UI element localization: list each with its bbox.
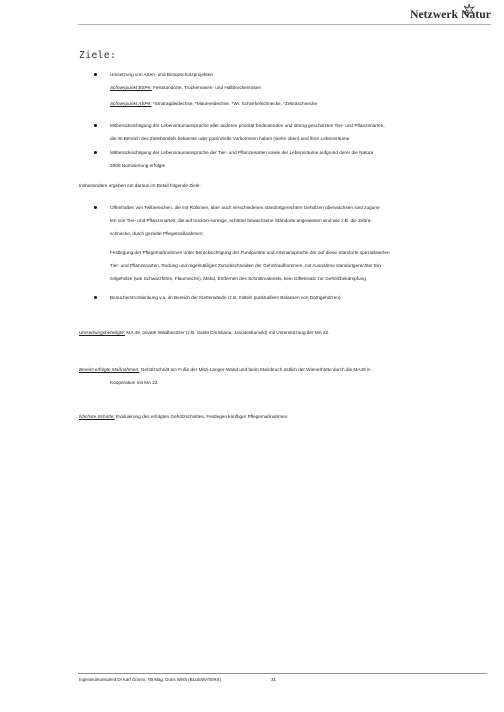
done-line: [79, 367, 371, 373]
implementation-line: [79, 330, 329, 336]
bullet-marker: [94, 296, 97, 299]
bullet-text: 2000 Nominierung erfolgte: [110, 163, 166, 168]
bullet-marker: [94, 151, 97, 154]
done-text: Gehölzschnitt am Fuße der Mitzi-Langer-Wand und beim Steinbruch östlich der Wienerhütte durch die MA49 in: [139, 367, 371, 372]
focus-label: Schwerpunkt ASPe:: [110, 101, 152, 106]
implementation-text: MA 49, private Waldbesitzer (z.B. Sankt Christiana, Jesuitenkonvikt) mit Unterstützung der MA 22.: [125, 330, 330, 335]
header-divider: [78, 24, 491, 25]
focus-text: Felsstandorte, Trockenrasen- und Halbtrockenrasen: [151, 85, 262, 90]
focus-label: Schwerpunkt BSPe:: [110, 85, 152, 90]
bullet-text: schnecke, durch gezielte Pflegemaßnahmen:: [110, 231, 204, 236]
netzwerk-natur-logo: [410, 9, 491, 21]
done-text-continued: Kooperation mit MA 22.: [110, 380, 159, 385]
measure-text: Festlegung der Pflegemaßnahmen unter Berücksichtigung der Fundpunkte und Artenansprüche der auf diese Standorte spezialisierten: [110, 250, 390, 255]
next-steps-line: [79, 414, 289, 420]
implementation-label: Umsetzungsbeteiligte:: [79, 330, 126, 335]
bullet-marker: [94, 124, 97, 127]
measure-text: zelgehölze (wie Schwarzföhre, Flaumeiche), Mahd, Entfernen des Schnittmateriels, kein Gifteinsatz zur Gehölzbekämpfung: [110, 276, 366, 281]
bullet-marker: [94, 73, 97, 76]
logo-text: Netzwerk Natur: [410, 9, 491, 21]
next-steps-label: Nächste Schritte:: [79, 414, 115, 419]
focus-text: *Smaragdeidechse, *Mauereidechse, *Wr. Schnirkelschnecke, *Zebraschnecke: [151, 101, 318, 106]
measure-text: Tier- und Pflanzenarten, Rodung und regelmäßiges Zurückschneiden der Gehölzaufkommen, mit Ausnahme standortgerechter Ein-: [110, 263, 383, 268]
bullet-text: Umsetzung von Arten- und Biotopschutzprojekten: [110, 72, 213, 77]
focus-line-aspe: [110, 101, 317, 107]
bullet-text: Mitberücksichtigung der Lebensraumansprüche aller anderen prioritär bedeutenden und streng geschützten Tier- und Pflanzenarten,: [110, 123, 385, 128]
bullet-text: die im Bereich des Zielebündels bekannte oder potenzielle Vorkommen haben (siehe oben) und ihrer Lebensräume: [110, 136, 350, 141]
footer-divider: [78, 673, 487, 674]
focus-line-bspe: [110, 85, 261, 91]
stylized-flower-icon: [462, 3, 476, 17]
bullet-text: Offenhalten von Teilbereichen, die mit Robinien, aber auch verschiedenen standortgerechten Gehölzen überwachsen sind zuguns-: [110, 205, 381, 210]
intro-text: Insbesondere ergeben ein daraus im Detail folgende Ziele:: [79, 183, 201, 188]
bullet-text: Mitberücksichtigung der Lebensraumansprüche der Tier- und Pflanzenarten sowie der Lebensräume aufgrund derer die Natura: [110, 150, 374, 155]
section-heading: Ziele:: [79, 50, 117, 61]
bullet-marker: [94, 206, 97, 209]
done-label: Bereits erfolgte Maßnahmen:: [79, 367, 140, 372]
bullet-text: ten von Tier- und Pflanzenarten, die auf trocken-sonnige, schütter bewachsene Standorte angewiesen sind wie z.B. die Zebra-: [110, 218, 372, 223]
next-steps-text: Evaluierung des erfolgten Gehölzschnittes, Festlegen künftiger Pflegemaßnahmen.: [114, 414, 289, 419]
bullet-text: Besucherstromlenkung v.a. im Bereich der Kletterwände (z.B. mittels punktuellem Belassen von Dorngehölzen): [110, 295, 341, 300]
page-number: 31: [271, 677, 276, 682]
footer-credit: Ingenieurkonsulent DI Karl Grimm, TB Mag. Doris Wirth (BLUEWATERS): [79, 677, 221, 682]
